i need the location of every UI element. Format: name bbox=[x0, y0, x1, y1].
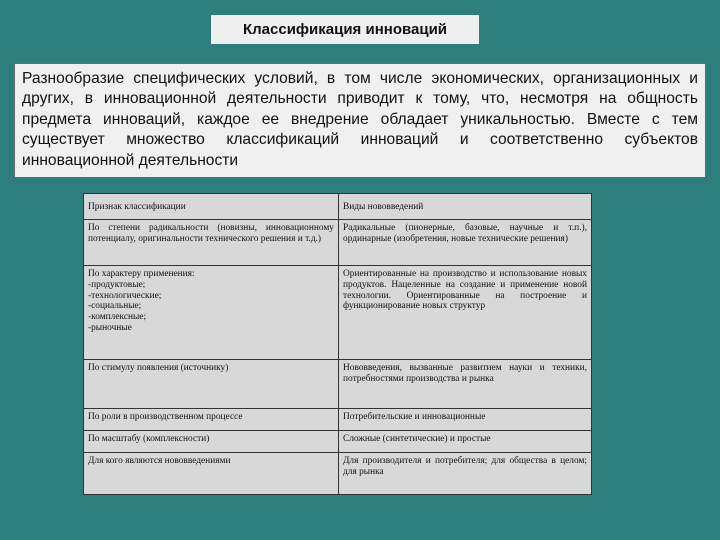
intro-text-box bbox=[14, 63, 706, 178]
table-row bbox=[84, 266, 592, 360]
table-header-row bbox=[84, 194, 592, 220]
criterion-cell: По характеру применения: -продуктовые; -технологические; -социальные; -комплексные; -рыночные bbox=[84, 266, 339, 360]
classification-table bbox=[83, 193, 592, 495]
types-cell: Потребительские и инновационные bbox=[339, 409, 592, 431]
types-cell: Радикальные (пионерные, базовые, научные и т.п.), ординарные (изобретения, новые технические решения) bbox=[339, 220, 592, 266]
slide-title bbox=[211, 15, 479, 44]
types-cell: Для производителя и потребителя; для общества в целом; для рынка bbox=[339, 453, 592, 495]
table-row bbox=[84, 360, 592, 409]
classification-table-container bbox=[83, 193, 591, 494]
intro-paragraph: Разнообразие специфических условий, в том числе экономических, организационных и других, в инновационной деятельности приводит к тому, что, несмотря на общность предмета инноваций, каждое ее внедрение обладает уникальностью. Вместе с тем существует множество классификаций инноваций и соответственно субъектов инновационной деятельности bbox=[22, 70, 698, 169]
criterion-cell: Для кого являются нововведениями bbox=[84, 453, 339, 495]
slide-title-text: Классификация инноваций bbox=[242, 21, 448, 38]
header-cell-types: Виды нововведений bbox=[339, 194, 592, 220]
criterion-cell: По роли в производственном процессе bbox=[84, 409, 339, 431]
criterion-cell: По масштабу (комплексности) bbox=[84, 431, 339, 453]
table-row bbox=[84, 220, 592, 266]
table-row bbox=[84, 431, 592, 453]
types-cell: Сложные (синтетические) и простые bbox=[339, 431, 592, 453]
types-cell: Нововведения, вызванные развитием науки и техники, потребностями производства и рынка bbox=[339, 360, 592, 409]
criterion-cell: По степени радикальности (новизны, инновационному потенциалу, оригинальности технического решения и т.д.) bbox=[84, 220, 339, 266]
criterion-cell: По стимулу появления (источнику) bbox=[84, 360, 339, 409]
table-row bbox=[84, 453, 592, 495]
header-cell-criterion: Признак классификации bbox=[84, 194, 339, 220]
types-cell: Ориентированные на производство и использование новых продуктов. Нацеленные на создание и применение новой технологии. Ориентированные на построение и функционирование новых структур bbox=[339, 266, 592, 360]
table-row bbox=[84, 409, 592, 431]
